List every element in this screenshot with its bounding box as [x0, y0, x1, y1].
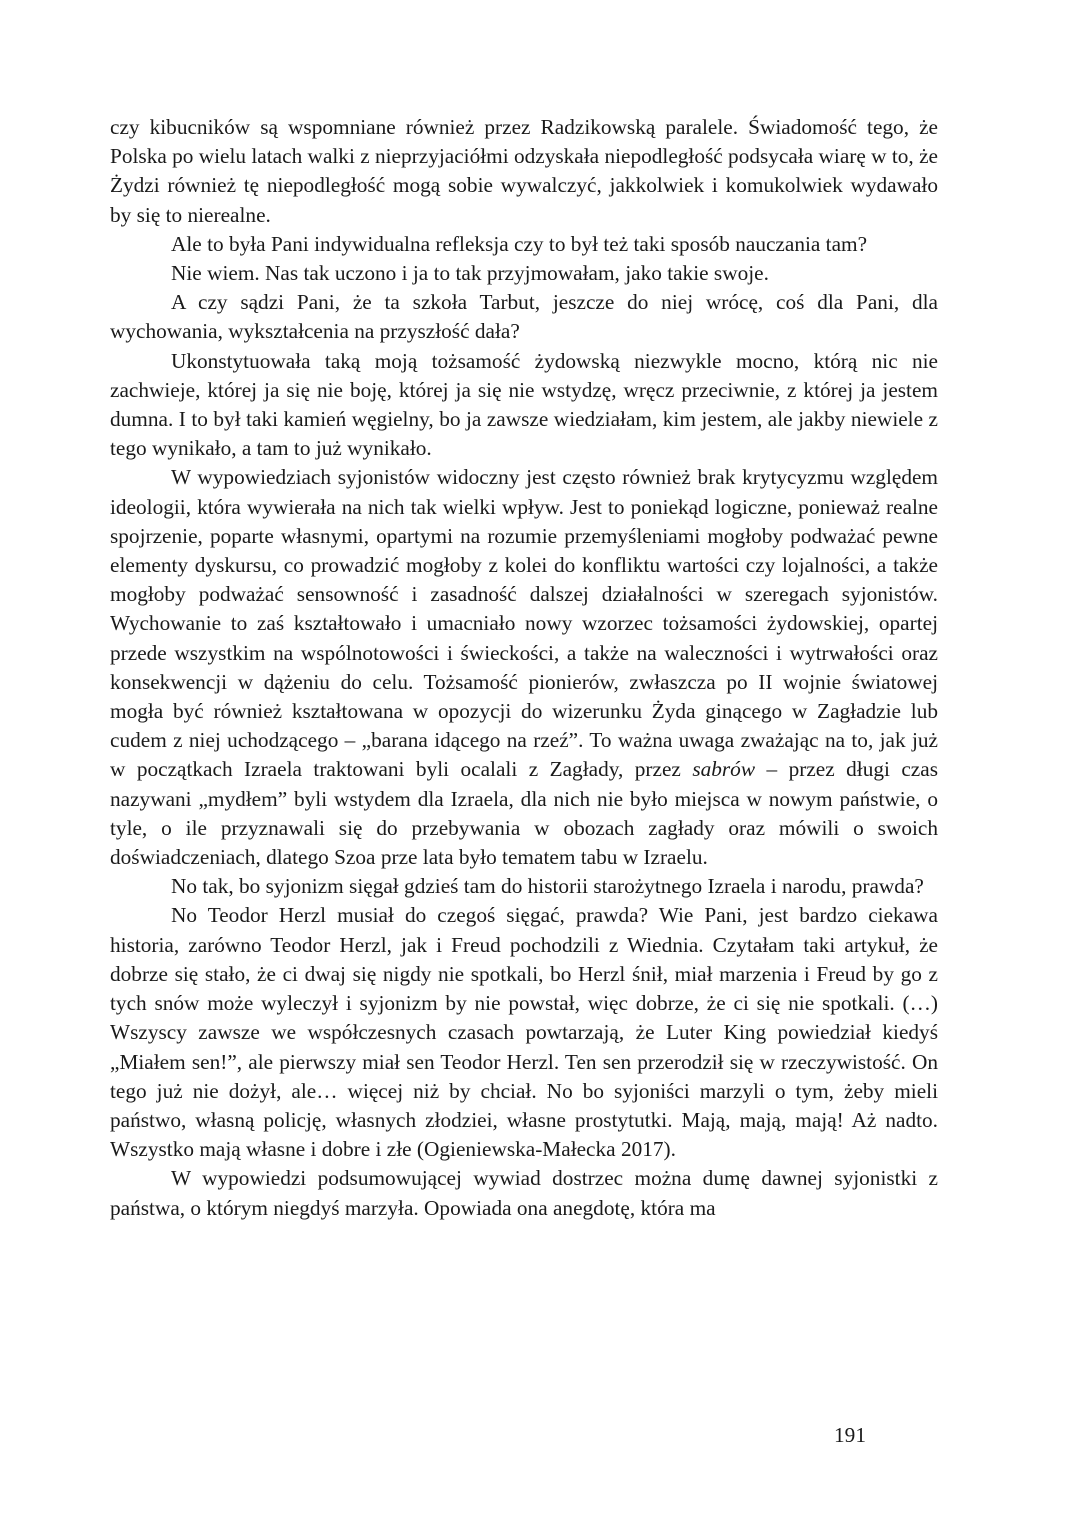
- paragraph: [110, 230, 938, 259]
- paragraph: [110, 901, 938, 1164]
- text-segment: czy kibucników są wspomniane również przez Radzikowską paralele. Świadomość tego, że Polska po wielu latach walki z nieprzyjaciółmi odzyskała niepodległość podsycała wiarę w to, że Żydzi również tę niepodległość mogą sobie wywalczyć, jakkolwiek i komukolwiek wydawało by się to nierealne.: [110, 115, 938, 227]
- text-segment: Nie wiem. Nas tak uczono i ja to tak przyjmowałam, jako takie swoje.: [171, 261, 769, 286]
- paragraph: [110, 259, 938, 288]
- body-text: [110, 113, 938, 1223]
- paragraph: [110, 463, 938, 872]
- paragraph: [110, 347, 938, 464]
- paragraph: [110, 113, 938, 230]
- italic-term: sabrów: [692, 757, 756, 782]
- text-segment: No tak, bo syjonizm sięgał gdzieś tam do historii starożytnego Izraela i narodu, prawda?: [171, 874, 924, 899]
- text-segment: W wypowiedzi podsumowującej wywiad dostrzec można dumę dawnej syjonistki z państwa, o którym niegdyś marzyła. Opowiada ona anegdotę, która ma: [110, 1166, 938, 1220]
- text-segment: Ale to była Pani indywidualna refleksja czy to był też taki sposób nauczania tam?: [171, 231, 868, 256]
- text-segment: A czy sądzi Pani, że ta szkoła Tarbut, jeszcze do niej wrócę, coś dla Pani, dla wychowania, wykształcenia na przyszłość dała?: [110, 290, 938, 344]
- paragraph: [110, 872, 938, 901]
- paragraph: [110, 288, 938, 346]
- text-segment: – przez długi czas nazywani „mydłem” byli wstydem dla Izraela, dla nich nie było miejsca w nowym państwie, o tyle, o ile przyznawali się do przebywania w obozach zagłady oraz mówili o swoich doświadczeniach, dlatego Szoa prze lata było tematem tabu w Izraelu.: [110, 757, 939, 870]
- text-segment: No Teodor Herzl musiał do czegoś sięgać, prawda? Wie Pani, jest bardzo ciekawa historia, zarówno Teodor Herzl, jak i Freud pochodzili z Wiednia. Czytałam taki artykuł, że dobrze się stało, że ci dwaj się nigdy nie spotkali, bo Herzl śnił, miał marzenia i Freud by go z tych snów może wyleczył i syjonizm by nie powstał, więc dobrze, że ci się nie spotkali. (…) Wszyscy zawsze we współczesnych czasach powtarzają, że Luter King powiedział kiedyś „Miałem sen!”, ale pierwszy miał sen Teodor Herzl. Ten sen przerodził się w rzeczywistość. On tego już nie dożył, ale… więcej niż by chciał. No bo syjoniści marzyli o tym, żeby mieli państwo, własną policję, własnych złodziei, własne prostytutki. Mają, mają, mają! Aż nadto. Wszystko mają własne i dobre i złe (Ogieniewska-Małecka 2017).: [110, 903, 938, 1162]
- text-segment: W wypowiedziach syjonistów widoczny jest często również brak krytycyzmu względem ideologii, która wywierała na nich tak wielki wpływ. Jest to poniekąd logiczne, ponieważ realne spojrzenie, poparte własnymi, opartymi na rozumie przemyśleniami mogłoby podważać pewne elementy dyskursu, co prowadzić mogłoby z kolei do konfliktu wartości czy lojalności, a także mogłoby podważać sensowność i zasadność dalszej działalności w szeregach syjonistów. Wychowanie to zaś kształtowało i umacniało nowy wzorzec tożsamości żydowskiej, opartej przede wszystkim na wspólnotowości i świeckości, a także na waleczności i wytrwałości oraz konsekwencji w dążeniu do celu. Tożsamość pionierów, zwłaszcza po II wojnie światowej mogła być również kształtowana w opozycji do wizerunku Żyda ginącego w Zagładzie lub cudem z niej uchodzącego – „barana idącego na rzeź”. To ważna uwaga zważając na to, jak już w początkach Izraela traktowani byli ocalali z Zagłady, przez: [110, 465, 938, 782]
- page-number: 191: [834, 1423, 866, 1447]
- paragraph: [110, 1164, 938, 1222]
- text-segment: Ukonstytuowała taką moją tożsamość żydowską niezwykle mocno, którą nic nie zachwieje, której ja się nie boję, której ja się nie wstydzę, wręcz przeciwnie, z której ja jestem dumna. I to był taki kamień węgielny, bo ja zawsze wiedziałam, kim jestem, ale jakby niewiele z tego wynikało, a tam to już wynikało.: [110, 348, 938, 461]
